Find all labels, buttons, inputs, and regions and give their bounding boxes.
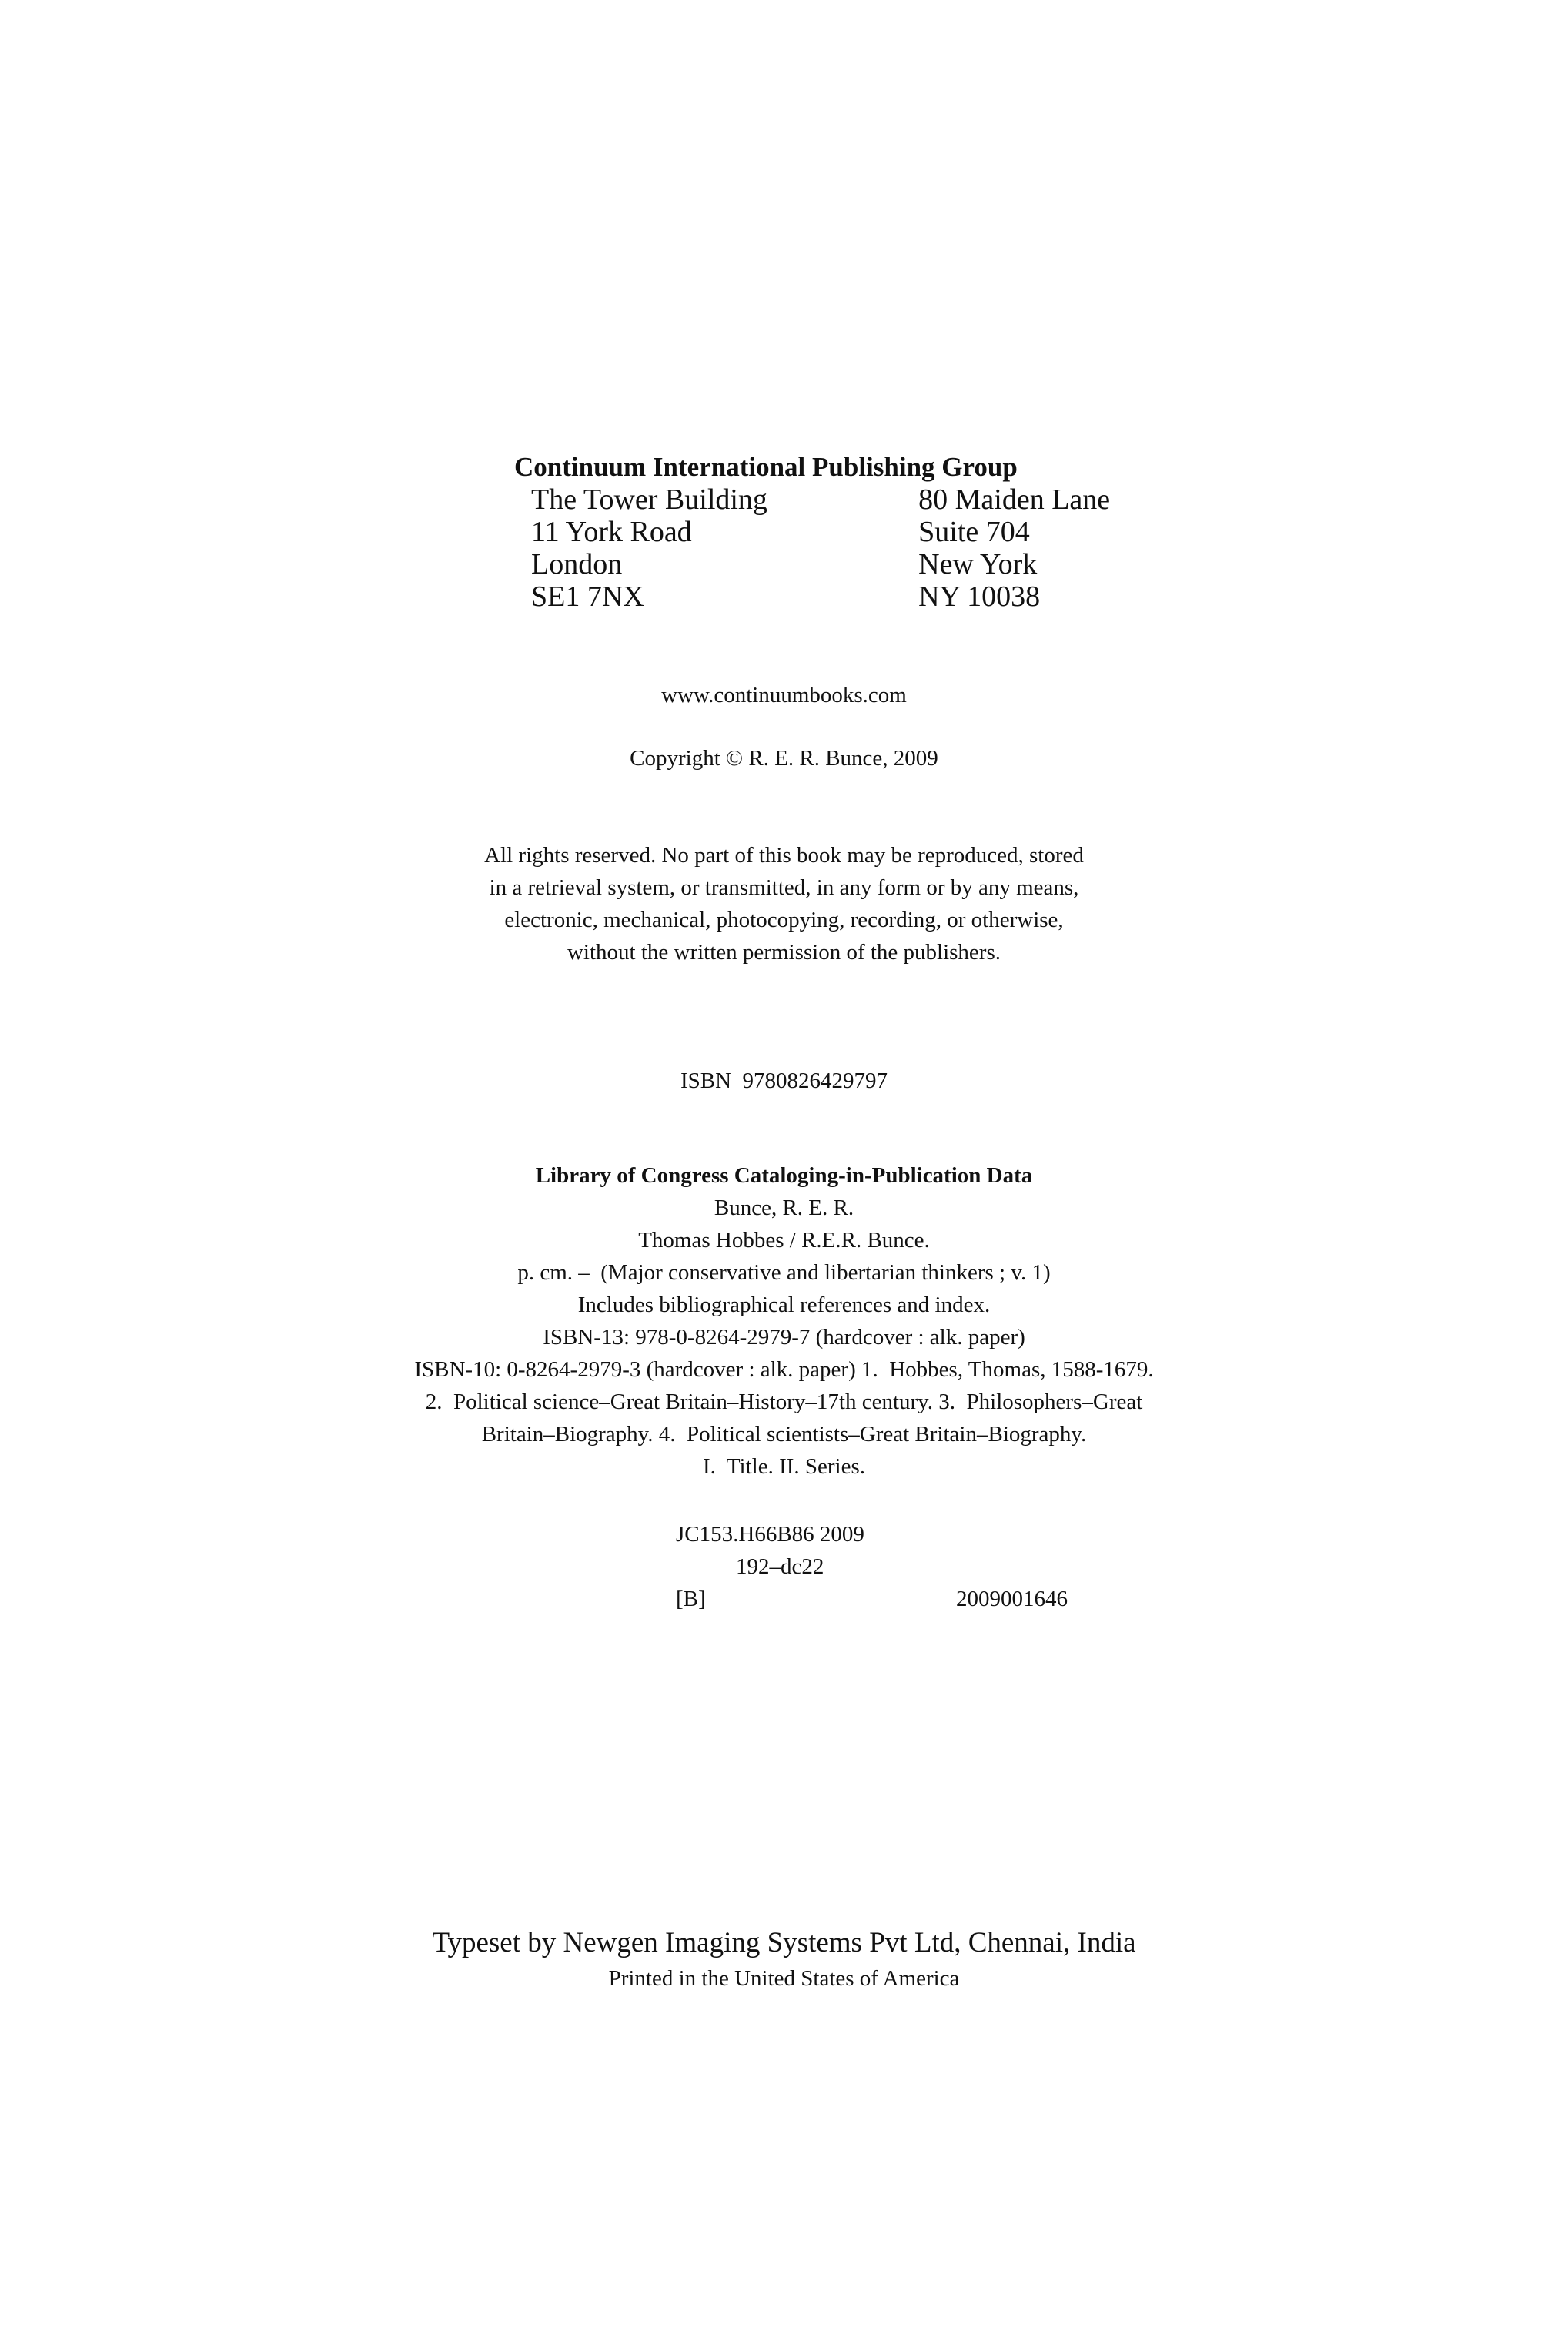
lc-call-number: JC153.H66B86 2009: [676, 1522, 864, 1547]
newyork-address-line: Suite 704: [918, 516, 1030, 548]
newyork-address-line: New York: [918, 548, 1038, 580]
publisher-name: Continuum International Publishing Group: [514, 452, 1018, 482]
publisher-block: [514, 451, 1207, 613]
rights-line: All rights reserved. No part of this book may be reproduced, stored: [484, 843, 1084, 868]
classification-block: [676, 1518, 1215, 1615]
cip-line: I. Title. II. Series.: [702, 1454, 866, 1479]
rights-line: electronic, mechanical, photocopying, recording, or otherwise,: [504, 908, 1064, 932]
typeset-credit: Typeset by Newgen Imaging Systems Pvt Ltd, Chennai, India: [432, 1927, 1136, 1958]
newyork-address: [918, 483, 1207, 613]
publisher-website: www.continuumbooks.com: [661, 683, 907, 707]
newyork-address-line: 80 Maiden Lane: [918, 483, 1111, 516]
london-address-line: The Tower Building: [531, 483, 767, 516]
isbn: ISBN 9780826429797: [680, 1069, 888, 1093]
london-address-line: SE1 7NX: [531, 580, 644, 613]
rights-line: in a retrieval system, or transmitted, in any form or by any means,: [489, 875, 1079, 900]
cip-line: Thomas Hobbes / R.E.R. Bunce.: [638, 1228, 930, 1253]
cip-line: ISBN-10: 0-8264-2979-3 (hardcover : alk. paper) 1. Hobbes, Thomas, 1588-1679.: [414, 1357, 1154, 1382]
cip-data: [0, 1159, 1568, 1483]
cip-line: Includes bibliographical references and index.: [577, 1293, 991, 1317]
bracket-code: [B]: [676, 1587, 706, 1611]
london-address-line: 11 York Road: [531, 516, 692, 548]
publisher-addresses: [514, 483, 1207, 613]
lccn-row: [676, 1583, 1215, 1615]
rights-statement: [0, 839, 1568, 968]
cip-line: p. cm. – (Major conservative and libertarian thinkers ; v. 1): [517, 1260, 1051, 1285]
lccn-number: 2009001646: [956, 1587, 1068, 1611]
cip-line: 2. Political science–Great Britain–History–17th century. 3. Philosophers–Great: [425, 1390, 1143, 1414]
london-address-line: London: [531, 548, 623, 580]
london-address: [531, 483, 918, 613]
printed-in: Printed in the United States of America: [608, 1966, 960, 1991]
cip-line: Britain–Biography. 4. Political scientists–Great Britain–Biography.: [481, 1422, 1087, 1447]
cip-line: Bunce, R. E. R.: [714, 1196, 854, 1220]
cip-line: ISBN-13: 978-0-8264-2979-7 (hardcover : alk. paper): [543, 1325, 1025, 1350]
copyright-notice: Copyright © R. E. R. Bunce, 2009: [630, 746, 938, 771]
cip-title: Library of Congress Cataloging-in-Publication Data: [535, 1163, 1033, 1188]
rights-line: without the written permission of the publishers.: [567, 940, 1001, 965]
newyork-address-line: NY 10038: [918, 580, 1041, 613]
dewey-number: 192–dc22: [736, 1554, 824, 1579]
